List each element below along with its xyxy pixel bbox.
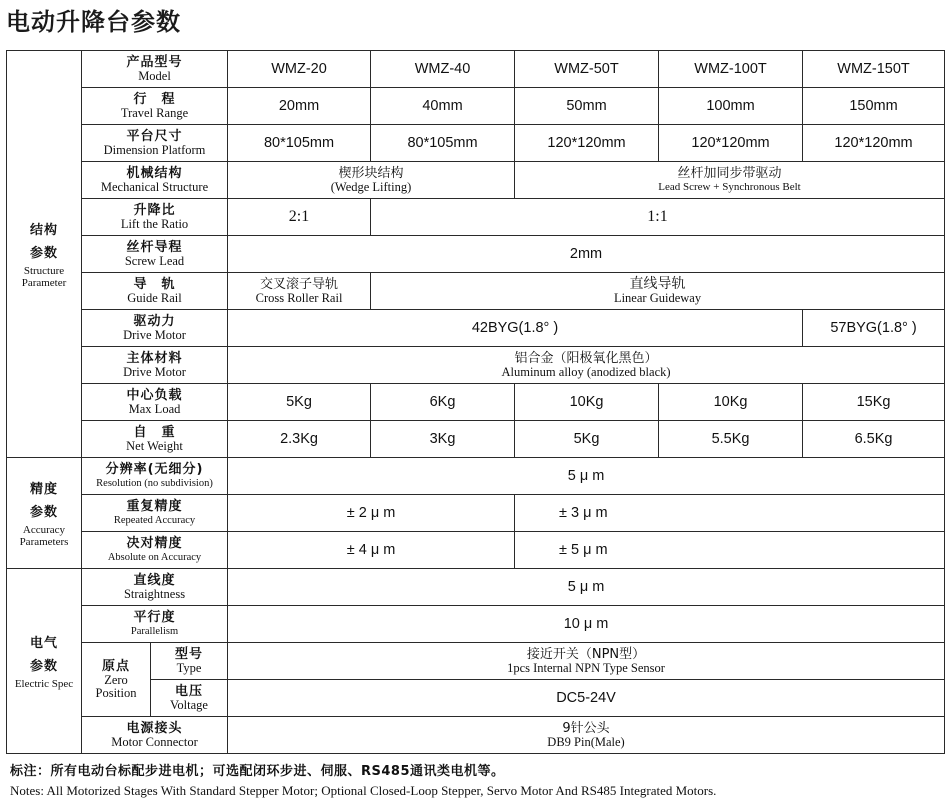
row-label <box>82 347 228 384</box>
label-zh: 电源接头 <box>126 721 183 736</box>
row-label <box>82 458 228 495</box>
label-zh: 导 轨 <box>133 277 176 292</box>
category-label-en: Accuracy Parameters <box>19 524 69 548</box>
row-label <box>82 273 228 310</box>
value-cell: 80*105mm <box>228 125 371 162</box>
value-cell: 5.5Kg <box>659 421 803 458</box>
value-cell: DC5-24V <box>228 680 945 717</box>
value-cell <box>228 717 945 754</box>
label-en: Resolution (no subdivision) <box>96 478 213 489</box>
value-cell: 57BYG(1.8° ) <box>803 310 945 347</box>
value-cell: 42BYG(1.8° ) <box>228 310 803 347</box>
label-en: Dimension Platform <box>103 143 206 157</box>
label-zh: 行 程 <box>133 92 176 107</box>
value-cell: ± 3 μ m <box>515 495 945 532</box>
value-cell: 3Kg <box>371 421 515 458</box>
value-cell: 15Kg <box>803 384 945 421</box>
value-zh: 接近开关（NPN型） <box>526 647 646 662</box>
value-cell: 2:1 <box>228 199 371 236</box>
row-label <box>82 199 228 236</box>
value-cell: ± 5 μ m <box>515 532 945 569</box>
value-en: Aluminum alloy (anodized black) <box>501 365 671 379</box>
value-en: (Wedge Lifting) <box>330 180 412 194</box>
row-zero-type <box>7 643 945 680</box>
category-structure <box>7 51 82 458</box>
row-label <box>151 680 228 717</box>
category-label: 参数 <box>29 659 58 674</box>
spec-table <box>6 50 945 754</box>
value-cell: 6Kg <box>371 384 515 421</box>
label-en: Motor Connector <box>111 735 198 749</box>
value-zh: 9针公头 <box>562 721 610 736</box>
value-zh: 交叉滚子导轨 <box>260 277 339 292</box>
label-en: Max Load <box>128 402 181 416</box>
label-zh: 原点 <box>101 659 130 674</box>
value-cell: 150mm <box>803 88 945 125</box>
row-label <box>82 384 228 421</box>
value-en: Lead Screw + Synchronous Belt <box>658 181 801 193</box>
label-en: Mechanical Structure <box>100 180 209 194</box>
value-cell: 5Kg <box>228 384 371 421</box>
value-cell <box>515 162 945 199</box>
row-label <box>82 717 228 754</box>
label-zh: 升降比 <box>133 203 176 218</box>
label-zh: 决对精度 <box>126 536 183 551</box>
row-drive-motor <box>7 310 945 347</box>
row-label <box>82 88 228 125</box>
value-cell: 2mm <box>228 236 945 273</box>
label-zh: 驱动力 <box>133 314 176 329</box>
label-en: Drive Motor <box>123 365 186 379</box>
label-zh: 自 重 <box>133 425 176 440</box>
category-label-en: Structure Parameter <box>21 265 67 289</box>
row-model <box>7 51 945 88</box>
value-cell: 10Kg <box>515 384 659 421</box>
row-repeat-accuracy <box>7 495 945 532</box>
value-cell: 5 μ m <box>228 458 945 495</box>
label-en: Travel Range <box>120 106 189 120</box>
value-cell: 80*105mm <box>371 125 515 162</box>
row-lift-ratio <box>7 199 945 236</box>
value-en: Linear Guideway <box>613 291 702 305</box>
label-zh: 平行度 <box>133 610 176 625</box>
row-straightness <box>7 569 945 606</box>
row-guide-rail <box>7 273 945 310</box>
row-label <box>82 569 228 606</box>
label-zh: 中心负载 <box>126 388 183 403</box>
value-cell <box>228 162 515 199</box>
label-zh: 产品型号 <box>126 55 183 70</box>
row-screw-lead <box>7 236 945 273</box>
row-label <box>151 643 228 680</box>
row-label <box>82 51 228 88</box>
label-zh: 平台尺寸 <box>126 129 183 144</box>
category-label: 参数 <box>29 246 58 261</box>
model-cell: WMZ-150T <box>803 51 945 88</box>
value-zh: 直线导轨 <box>629 276 686 292</box>
label-zh: 机械结构 <box>126 166 183 181</box>
row-connector <box>7 717 945 754</box>
label-en: Position <box>95 686 137 700</box>
label-en: Guide Rail <box>127 291 182 305</box>
label-en: Type <box>176 661 202 675</box>
row-label <box>82 606 228 643</box>
category-label: 结构 <box>29 223 58 238</box>
row-net-weight <box>7 421 945 458</box>
row-mechanical <box>7 162 945 199</box>
notes-zh: 标注：所有电动台标配步进电机；可选配闭环步进、伺服、RS485通讯类电机等。 <box>10 764 505 779</box>
value-cell: 6.5Kg <box>803 421 945 458</box>
value-cell: 5 μ m <box>228 569 945 606</box>
value-cell: ± 4 μ m <box>228 532 515 569</box>
category-electric <box>7 569 82 754</box>
label-en: Zero <box>104 673 128 687</box>
row-material <box>7 347 945 384</box>
value-cell: 2.3Kg <box>228 421 371 458</box>
value-en: 1pcs Internal NPN Type Sensor <box>507 661 665 675</box>
label-zh: 重复精度 <box>126 499 183 514</box>
value-en: DB9 Pin(Male) <box>547 735 625 749</box>
label-zh: 型号 <box>175 647 204 662</box>
value-cell: 5Kg <box>515 421 659 458</box>
zero-position-label <box>82 643 151 717</box>
category-label: 参数 <box>29 505 58 520</box>
value-cell: 10Kg <box>659 384 803 421</box>
value-cell: 100mm <box>659 88 803 125</box>
value-cell: 20mm <box>228 88 371 125</box>
label-zh: 主体材料 <box>126 351 183 366</box>
row-label <box>82 162 228 199</box>
label-en: Voltage <box>170 698 208 712</box>
value-cell <box>228 347 945 384</box>
value-zh: 铝合金（阳极氧化黑色） <box>514 351 658 366</box>
row-absolute-accuracy <box>7 532 945 569</box>
label-en: Net Weight <box>126 439 183 453</box>
value-cell: 1:1 <box>371 199 945 236</box>
row-resolution <box>7 458 945 495</box>
row-label <box>82 310 228 347</box>
label-zh: 分辨率(无细分) <box>105 462 204 477</box>
row-label <box>82 421 228 458</box>
model-cell: WMZ-100T <box>659 51 803 88</box>
row-label <box>82 236 228 273</box>
notes <box>10 762 940 800</box>
label-en: Repeated Accuracy <box>113 515 196 526</box>
row-label <box>82 495 228 532</box>
label-en: Model <box>138 69 171 83</box>
row-label <box>82 125 228 162</box>
row-label <box>82 532 228 569</box>
value-cell: 10 μ m <box>228 606 945 643</box>
row-dimension <box>7 125 945 162</box>
value-zh: 丝杆加同步带驱动 <box>677 166 782 181</box>
value-cell: 120*120mm <box>803 125 945 162</box>
model-cell: WMZ-20 <box>228 51 371 88</box>
category-accuracy <box>7 458 82 569</box>
value-cell: 120*120mm <box>515 125 659 162</box>
category-label: 电气 <box>29 636 58 651</box>
value-cell <box>228 643 945 680</box>
value-cell <box>371 273 945 310</box>
label-zh: 直线度 <box>133 573 176 588</box>
label-zh: 电压 <box>175 684 204 699</box>
category-label-en: Electric Spec <box>14 678 74 690</box>
row-max-load <box>7 384 945 421</box>
label-en: Screw Lead <box>124 254 185 268</box>
value-zh: 楔形块结构 <box>338 166 404 181</box>
row-travel <box>7 88 945 125</box>
label-en: Drive Motor <box>123 328 186 342</box>
label-en: Straightness <box>123 587 186 601</box>
label-en: Parallelism <box>130 626 179 637</box>
model-cell: WMZ-50T <box>515 51 659 88</box>
value-cell: 50mm <box>515 88 659 125</box>
label-zh: 丝杆导程 <box>126 240 183 255</box>
value-cell: ± 2 μ m <box>228 495 515 532</box>
category-label: 精度 <box>29 482 58 497</box>
row-parallelism <box>7 606 945 643</box>
model-cell: WMZ-40 <box>371 51 515 88</box>
notes-en: Notes: All Motorized Stages With Standard Stepper Motor; Optional Closed-Loop Stepper, Servo Motor And RS485 Integrated Motors. <box>10 783 717 798</box>
label-en: Lift the Ratio <box>120 217 189 231</box>
value-en: Cross Roller Rail <box>255 291 343 305</box>
page-title: 电动升降台参数 <box>6 8 181 36</box>
label-en: Absolute on Accuracy <box>107 552 202 563</box>
value-cell: 40mm <box>371 88 515 125</box>
value-cell: 120*120mm <box>659 125 803 162</box>
value-cell <box>228 273 371 310</box>
